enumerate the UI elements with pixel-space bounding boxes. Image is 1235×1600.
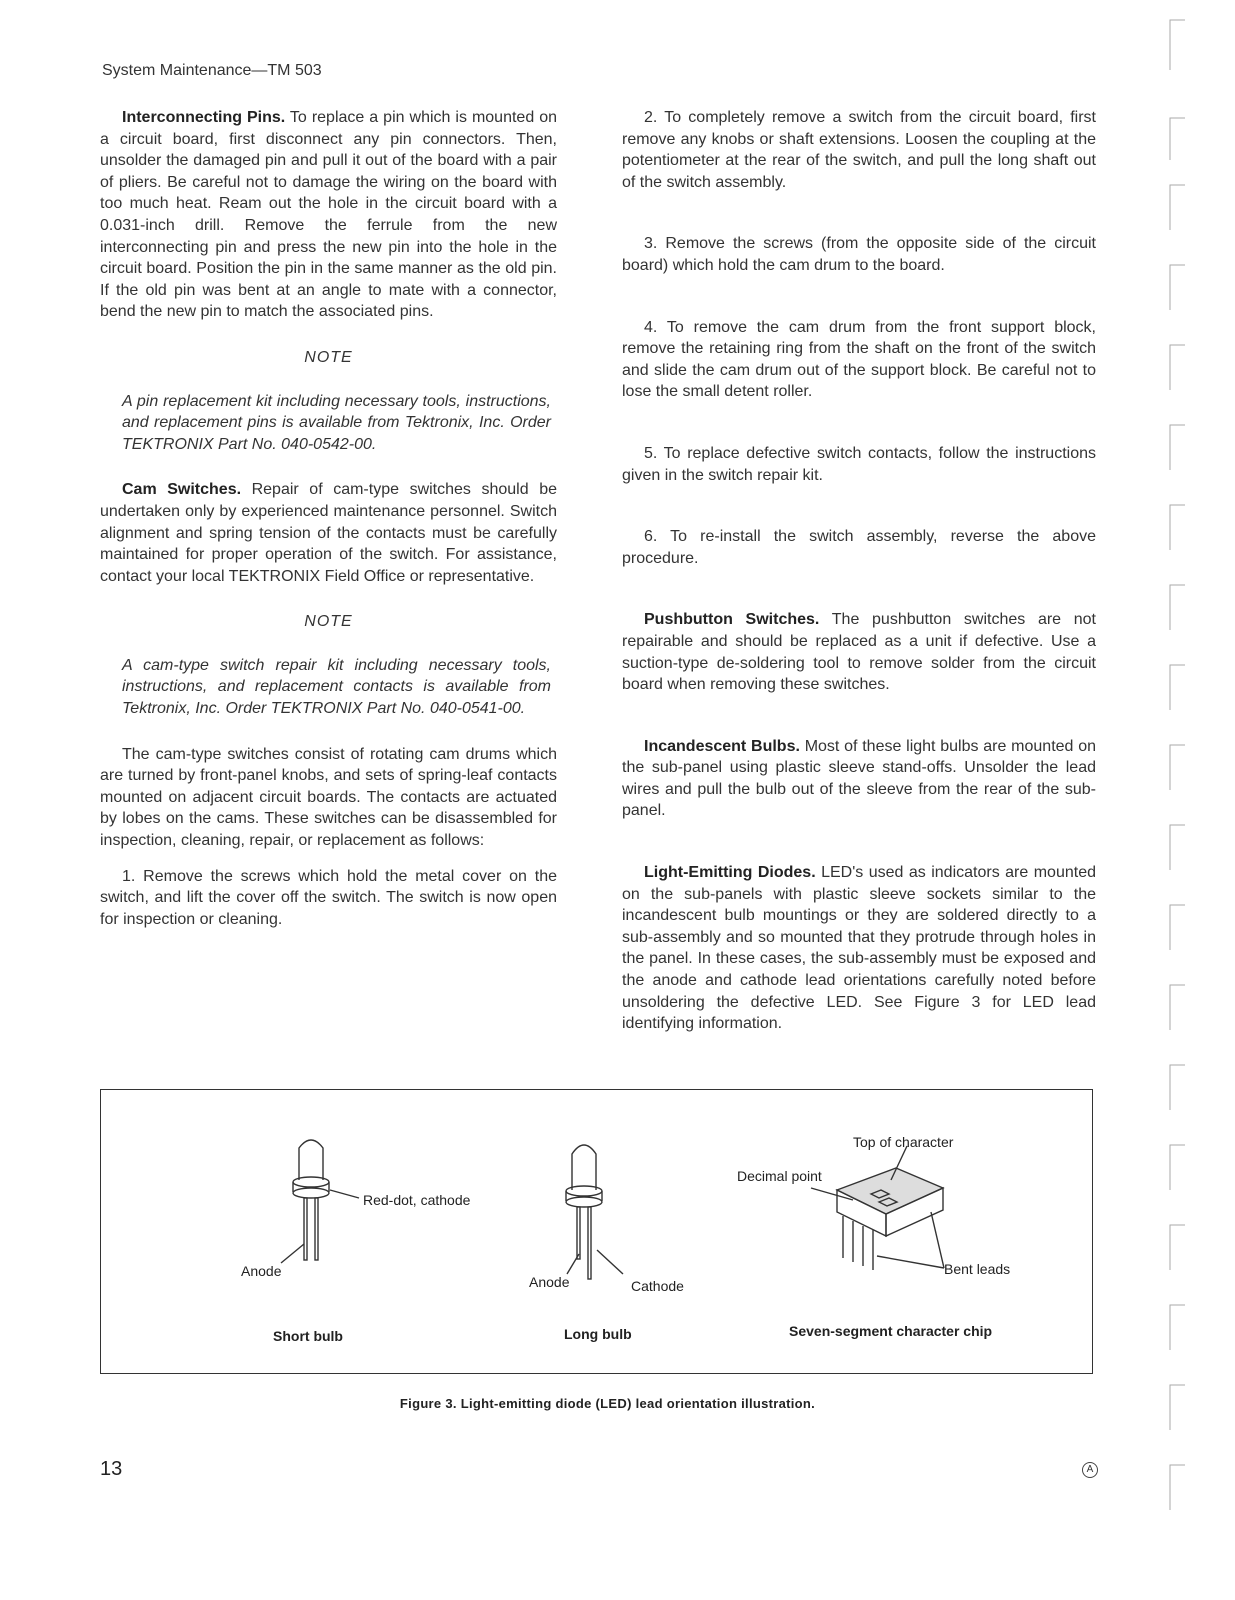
left-column (100, 107, 557, 930)
heading-pushbutton-switches: Pushbutton Switches. (644, 611, 820, 629)
body-incandescent-bulbs: Most of these light bulbs are mounted on the sub-panel using plastic sleeve stand-offs. Unsolder the lead wires and pull the bulb out of the sleeve from the rear of the sub-panel. (622, 737, 1096, 820)
paragraph-leds (622, 862, 1096, 1035)
short-bulb-drawing (281, 1140, 359, 1263)
long-bulb-drawing (566, 1145, 623, 1279)
note-title: NOTE (304, 613, 353, 631)
step-2: 2. To completely remove a switch from the circuit board, first remove any knobs or shaft extensions. Loosen the coupling at the potentiometer at the rear of the switch, and pull the long shaft out of the switch assembly. (622, 109, 1096, 191)
body-pushbutton-switches: The pushbutton switches are not repairable and should be replaced as a unit if defective. Use a suction-type de-soldering tool to remove solder from the circuit board when removing these switches. (622, 611, 1097, 694)
label-short-bulb: Short bulb (273, 1328, 343, 1344)
note-title: NOTE (304, 348, 353, 366)
heading-interconnecting-pins: Interconnecting Pins. (122, 109, 286, 126)
heading-leds: Light-Emitting Diodes. (644, 864, 816, 882)
step-1: 1. Remove the screws which hold the metal cover on the switch, and lift the cover off the switch. The switch is now open for inspection or cleaning. (100, 867, 557, 928)
step-4: 4. To remove the cam drum from the front support block, remove the retaining ring from the shaft on the front of the switch and slide the cam drum out of the support block. Be careful not to lose the small detent roller. (622, 318, 1096, 401)
body-leds: LED's used as indicators are mounted on the sub-panels with plastic sleeve sockets similar to the incandescent bulb mountings or they are soldered directly to a sub-assembly and so mounted that they protrude through holes in the panel. In these cases, the sub-assembly must be exposed and the anode and cathode lead orientations carefully noted before unsoldering the defective LED. See Figure 3 for LED lead identifying information. (622, 864, 1096, 1033)
label-long-bulb: Long bulb (564, 1326, 632, 1342)
seven-segment-chip-drawing (811, 1146, 944, 1270)
paragraph-incandescent-bulbs (622, 736, 1096, 822)
running-header: System Maintenance—TM 503 (102, 62, 322, 79)
body-interconnecting-pins: To replace a pin which is mounted on a circuit board, first disconnect any pin connectors. Then, unsolder the damaged pin and pull it out of the board with a pair of pliers. Be careful not to damage the wiring on the board with too much heat. Ream out the hole in the circuit board with a 0.031-inch drill. Remove the ferrule from the new interconnecting pin and press the new pin into the hole in the circuit board. Position the pin in the same manner as the old pin. If the old pin was bent at an angle to mate with a connector, bend the new pin to match the associated pins. (100, 109, 558, 321)
label-short-anode: Anode (241, 1263, 282, 1279)
step-5: 5. To replace defective switch contacts, follow the instructions given in the switch repair kit. (622, 444, 1096, 484)
paragraph-pushbutton-switches (622, 609, 1096, 695)
paragraph-cam-description: The cam-type switches consist of rotating cam drums which are turned by front-panel knobs, and sets of spring-leaf contacts mounted on adjacent circuit boards. The contacts are actuated by lobes on the cams. These switches can be disassembled for inspection, cleaning, repair, or replacement as follows: (100, 745, 557, 850)
right-column (622, 107, 1096, 1035)
label-seven-segment-chip: Seven-segment character chip (789, 1323, 993, 1339)
binding-edge-marks (1165, 0, 1195, 1600)
step-6: 6. To re-install the switch assembly, reverse the above procedure. (622, 528, 1096, 567)
label-long-anode: Anode (529, 1274, 570, 1290)
heading-incandescent-bulbs: Incandescent Bulbs. (644, 737, 800, 755)
revision-mark-icon: A (1082, 1462, 1098, 1478)
label-decimal-point: Decimal point (737, 1168, 822, 1184)
paragraph-cam-switches (100, 479, 557, 587)
figure-caption: Figure 3. Light-emitting diode (LED) lead orientation illustration. (399, 1396, 816, 1411)
label-long-cathode: Cathode (631, 1278, 684, 1294)
body-cam-switches: Repair of cam-type switches should be undertaken only by experienced maintenance personnel. Switch alignment and spring tension of the contacts must be carefully maintained for proper operation of the switch. For assistance, contact your local TEKTRONIX Field Office or representative. (100, 481, 557, 585)
figure-3-box (100, 1089, 1093, 1374)
label-red-dot-cathode: Red-dot, cathode (363, 1192, 471, 1208)
label-bent-leads: Bent leads (944, 1261, 1011, 1277)
page-number: 13 (100, 1458, 123, 1480)
label-top-of-character: Top of character (853, 1134, 954, 1150)
step-3: 3. Remove the screws (from the opposite side of the circuit board) which hold the cam drum to the board. (622, 235, 1096, 274)
note-switch-kit: A cam-type switch repair kit including necessary tools, instructions, and replacement contacts is available from Tektronix, Inc. Order TEKTRONIX Part No. 040-0541-00. (122, 656, 551, 718)
heading-cam-switches: Cam Switches. (122, 481, 242, 499)
paragraph-interconnecting-pins (100, 107, 557, 323)
note-pin-kit: A pin replacement kit including necessary tools, instructions, and replacement pins is available from Tektronix, Inc. Order TEKTRONIX Part No. 040-0542-00. (122, 392, 551, 453)
